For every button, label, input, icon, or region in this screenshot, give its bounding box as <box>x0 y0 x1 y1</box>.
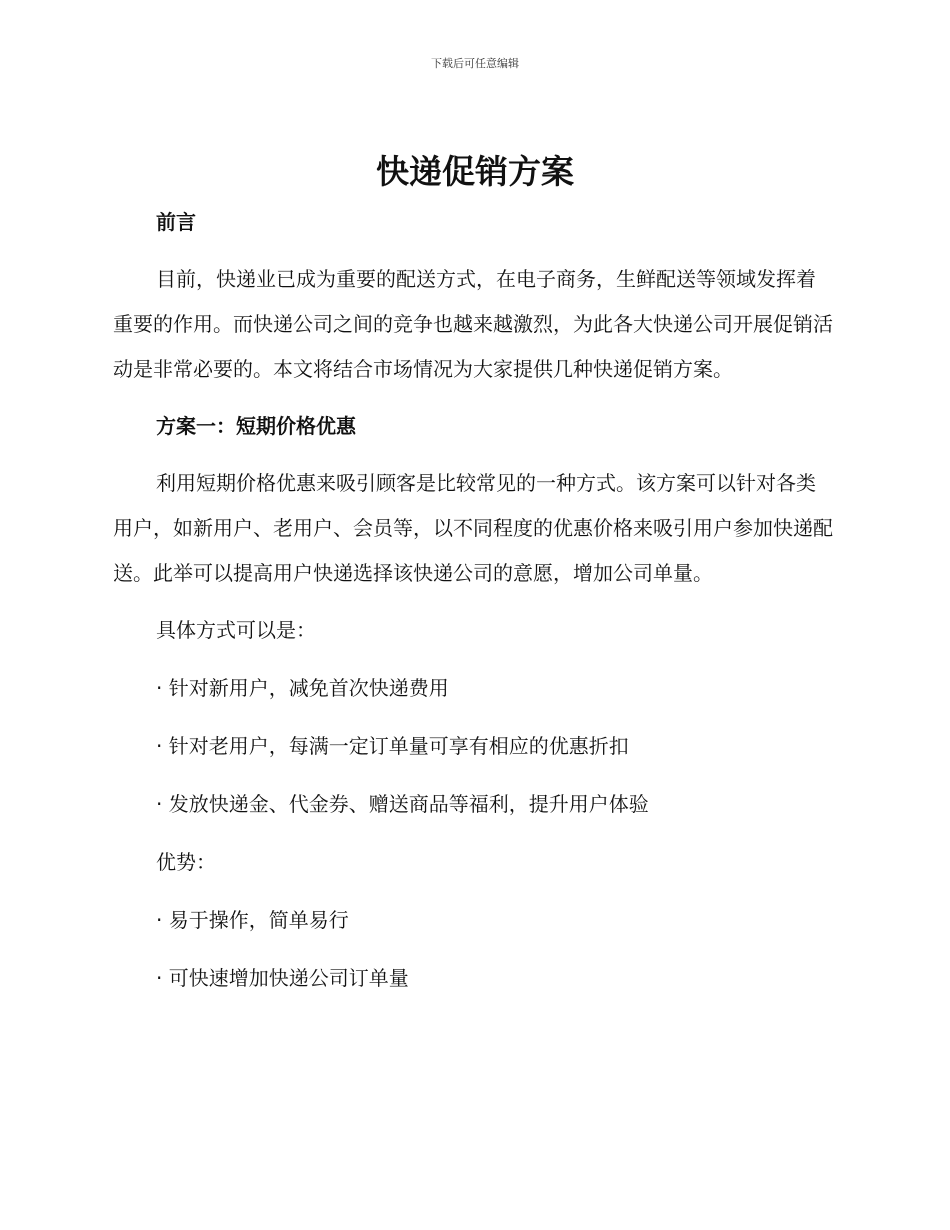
method-item-3: · 发放快递金、代金券、赠送商品等福利，提升用户体验 <box>156 792 649 816</box>
method-item-1: · 针对新用户，减免首次快递费用 <box>156 676 449 700</box>
advantages-label: 优势： <box>156 850 216 874</box>
document-body <box>113 200 833 1014</box>
preface-heading: 前言 <box>156 210 196 234</box>
advantage-item-2: · 可快速增加快递公司订单量 <box>156 966 409 990</box>
advantage-item-1: · 易于操作，简单易行 <box>156 908 349 932</box>
methods-label: 具体方式可以是： <box>156 618 316 642</box>
header-note: 下载后可任意编辑 <box>431 57 519 70</box>
plan1-heading: 方案一：短期价格优惠 <box>156 414 356 438</box>
preface-paragraph: 目前，快递业已成为重要的配送方式，在电子商务，生鲜配送等领域发挥着重要的作用。而快递公司之间的竞争也越来越激烈，为此各大快递公司开展促销活动是非常必要的。本文将结合市场情况为大家提供几种快递促销方案。 <box>113 267 833 381</box>
plan1-paragraph: 利用短期价格优惠来吸引顾客是比较常见的一种方式。该方案可以针对各类用户，如新用户、老用户、会员等，以不同程度的优惠价格来吸引用户参加快递配送。此举可以提高用户快递选择该快递公司的意愿，增加公司单量。 <box>113 471 833 585</box>
method-item-2: · 针对老用户，每满一定订单量可享有相应的优惠折扣 <box>156 734 629 758</box>
document-title: 快递促销方案 <box>376 152 574 191</box>
